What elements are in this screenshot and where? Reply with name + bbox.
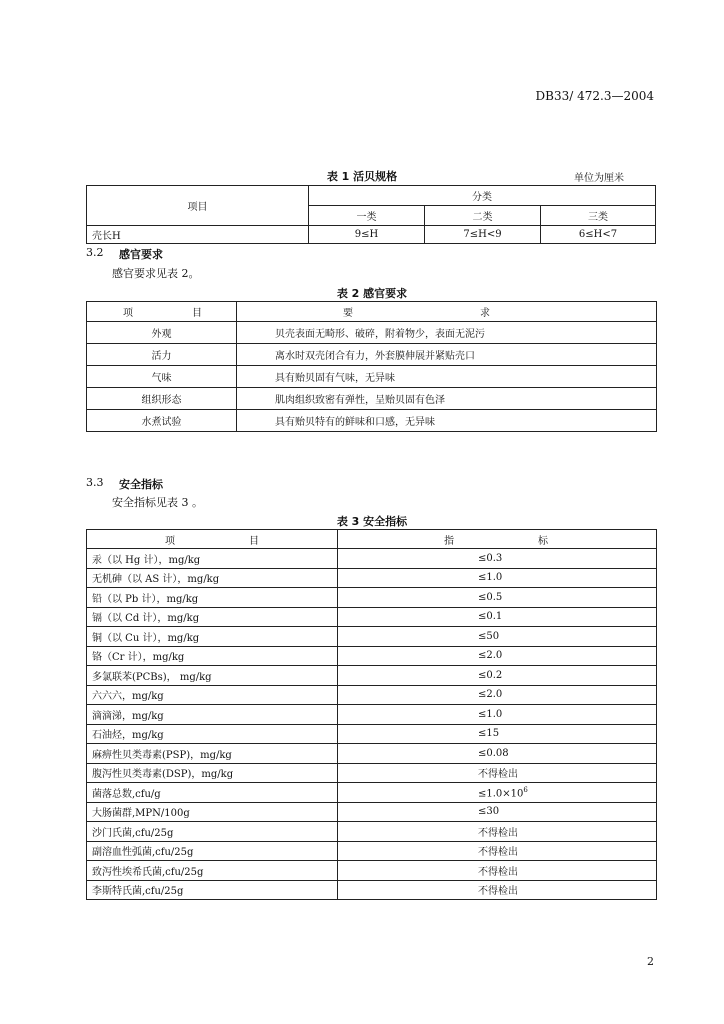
- section-3-3-number: 3.3: [86, 476, 104, 489]
- table3-index-header: [338, 530, 657, 549]
- table3-item-header-a: 项: [165, 535, 175, 547]
- section-3-2-intro: 感官要求见表 2。: [112, 267, 200, 280]
- table2-row-item: 气味: [87, 366, 237, 388]
- table2-row-item: 活力: [87, 344, 237, 366]
- table-row: [87, 646, 657, 666]
- table3-row-value: ≤2.0: [338, 646, 657, 666]
- table3-row-value: ≤0.5: [338, 588, 657, 608]
- table2-row-item: 外观: [87, 322, 237, 344]
- table2-req-header-a: 要: [343, 308, 353, 319]
- table3-row-value: ≤15: [338, 724, 657, 744]
- table3-row-value: ≤1.0: [338, 705, 657, 725]
- table1-caption: 表 1 活贝规格: [326, 170, 398, 183]
- table3-row-value: 不得检出: [338, 880, 657, 900]
- table-row: [87, 627, 657, 647]
- table-row: [87, 822, 657, 842]
- table1-cat-3: 三类: [541, 206, 656, 226]
- table2-item-header: [87, 302, 237, 322]
- table1-value-2: 7≤H<9: [425, 226, 541, 244]
- table1-value-1: 9≤H: [309, 226, 425, 244]
- table1-cat-2: 二类: [425, 206, 541, 226]
- table-row: [87, 568, 657, 588]
- table3-index-header-b: 标: [538, 535, 548, 547]
- table3-row-item: 铜（以 Cu 计），mg/kg: [87, 627, 338, 647]
- table2-row-req: 肌肉组织致密有弹性，呈贻贝固有色泽: [237, 388, 657, 410]
- table3-row-value: 不得检出: [338, 841, 657, 861]
- table2-caption: 表 2 感官要求: [336, 287, 408, 300]
- table1-category-header: 分类: [309, 186, 656, 206]
- table3-row-item: 镉（以 Cd 计），mg/kg: [87, 607, 338, 627]
- table2-row-item: 组织形态: [87, 388, 237, 410]
- table-row: [87, 841, 657, 861]
- table3-row-item: 铬（Cr 计），mg/kg: [87, 646, 338, 666]
- table3-value-base: ≤1.0×10: [478, 787, 524, 799]
- table-row: [87, 588, 657, 608]
- standard-number: DB33/ 472.3—2004: [535, 89, 654, 103]
- table-row: [87, 410, 657, 432]
- table3-row-item: 腹泻性贝类毒素(DSP)，mg/kg: [87, 763, 338, 783]
- table3-row-item: 石油烃，mg/kg: [87, 724, 338, 744]
- table-row: [87, 802, 657, 822]
- table3-row-value: ≤0.3: [338, 549, 657, 569]
- table2-req-header-b: 求: [480, 308, 490, 319]
- table1-row-label: 壳长H: [87, 226, 309, 244]
- table3-item-header-b: 目: [249, 535, 259, 547]
- table3-row-item: 六六六，mg/kg: [87, 685, 338, 705]
- table3-row-item: 致泻性埃希氏菌,cfu/25g: [87, 861, 338, 881]
- table-row: [87, 388, 657, 410]
- table2: [86, 301, 657, 432]
- table1-value-3: 6≤H<7: [541, 226, 656, 244]
- table-row: [87, 724, 657, 744]
- table-row: [87, 226, 656, 244]
- table3-row-item: 副溶血性弧菌,cfu/25g: [87, 841, 338, 861]
- table-row: [87, 705, 657, 725]
- table3-row-item: 沙门氏菌,cfu/25g: [87, 822, 338, 842]
- table2-item-header-b: 目: [192, 308, 202, 319]
- table3-row-value: 不得检出: [338, 822, 657, 842]
- table-row: [87, 861, 657, 881]
- table3-row-item: 多氯联苯(PCBs)， mg/kg: [87, 666, 338, 686]
- table3-index-header-a: 指: [444, 535, 454, 547]
- table3-value-exponent: 6: [523, 785, 528, 794]
- section-3-2-title: 感官要求: [119, 248, 163, 261]
- table3-row-value: 不得检出: [338, 861, 657, 881]
- table-row: [87, 783, 657, 803]
- table-row: [87, 763, 657, 783]
- table-row: [87, 366, 657, 388]
- table3-row-value: ≤0.08: [338, 744, 657, 764]
- table2-row-req: 具有贻贝特有的鲜味和口感，无异味: [237, 410, 657, 432]
- section-3-3-intro: 安全指标见表 3 。: [112, 496, 203, 509]
- table3-row-item: 汞（以 Hg 计），mg/kg: [87, 549, 338, 569]
- section-3-2-number: 3.2: [86, 246, 104, 259]
- table-row: [87, 607, 657, 627]
- table-row: [87, 322, 657, 344]
- table2-item-header-a: 项: [123, 308, 133, 319]
- table3-row-item: 滴滴涕，mg/kg: [87, 705, 338, 725]
- table3-row-value: [338, 783, 657, 803]
- table3-row-item: 李斯特氏菌,cfu/25g: [87, 880, 338, 900]
- table3-caption: 表 3 安全指标: [336, 515, 408, 528]
- table-row: [87, 880, 657, 900]
- table3-row-value: ≤1.0: [338, 568, 657, 588]
- table2-row-req: 离水时双壳闭合有力，外套膜伸展并紧贴壳口: [237, 344, 657, 366]
- page-number: 2: [647, 955, 654, 968]
- table3-row-item: 无机砷（以 AS 计），mg/kg: [87, 568, 338, 588]
- table3-row-value: ≤0.2: [338, 666, 657, 686]
- table-row: [87, 549, 657, 569]
- table3-row-value: ≤2.0: [338, 685, 657, 705]
- table1: [86, 185, 656, 244]
- table1-cat-1: 一类: [309, 206, 425, 226]
- table-row: [87, 685, 657, 705]
- table3-row-value: ≤50: [338, 627, 657, 647]
- table3-row-item: 大肠菌群,MPN/100g: [87, 802, 338, 822]
- table-row: [87, 666, 657, 686]
- table1-unit: 单位为厘米: [574, 173, 624, 184]
- table2-row-req: 贝壳表面无畸形、破碎，附着物少，表面无泥污: [237, 322, 657, 344]
- table3-row-item: 麻痹性贝类毒素(PSP)，mg/kg: [87, 744, 338, 764]
- table3: [86, 529, 657, 900]
- section-3-3-title: 安全指标: [119, 478, 163, 491]
- table3-row-item: 铅（以 Pb 计），mg/kg: [87, 588, 338, 608]
- table1-item-header: 项目: [87, 186, 309, 226]
- table2-row-req: 具有贻贝固有气味，无异味: [237, 366, 657, 388]
- table3-row-item: 菌落总数,cfu/g: [87, 783, 338, 803]
- table-row: [87, 344, 657, 366]
- table-row: [87, 744, 657, 764]
- table2-req-header: [237, 302, 657, 322]
- table3-row-value: ≤30: [338, 802, 657, 822]
- table3-row-value: ≤0.1: [338, 607, 657, 627]
- table3-row-value: 不得检出: [338, 763, 657, 783]
- table3-item-header: [87, 530, 338, 549]
- table2-row-item: 水煮试验: [87, 410, 237, 432]
